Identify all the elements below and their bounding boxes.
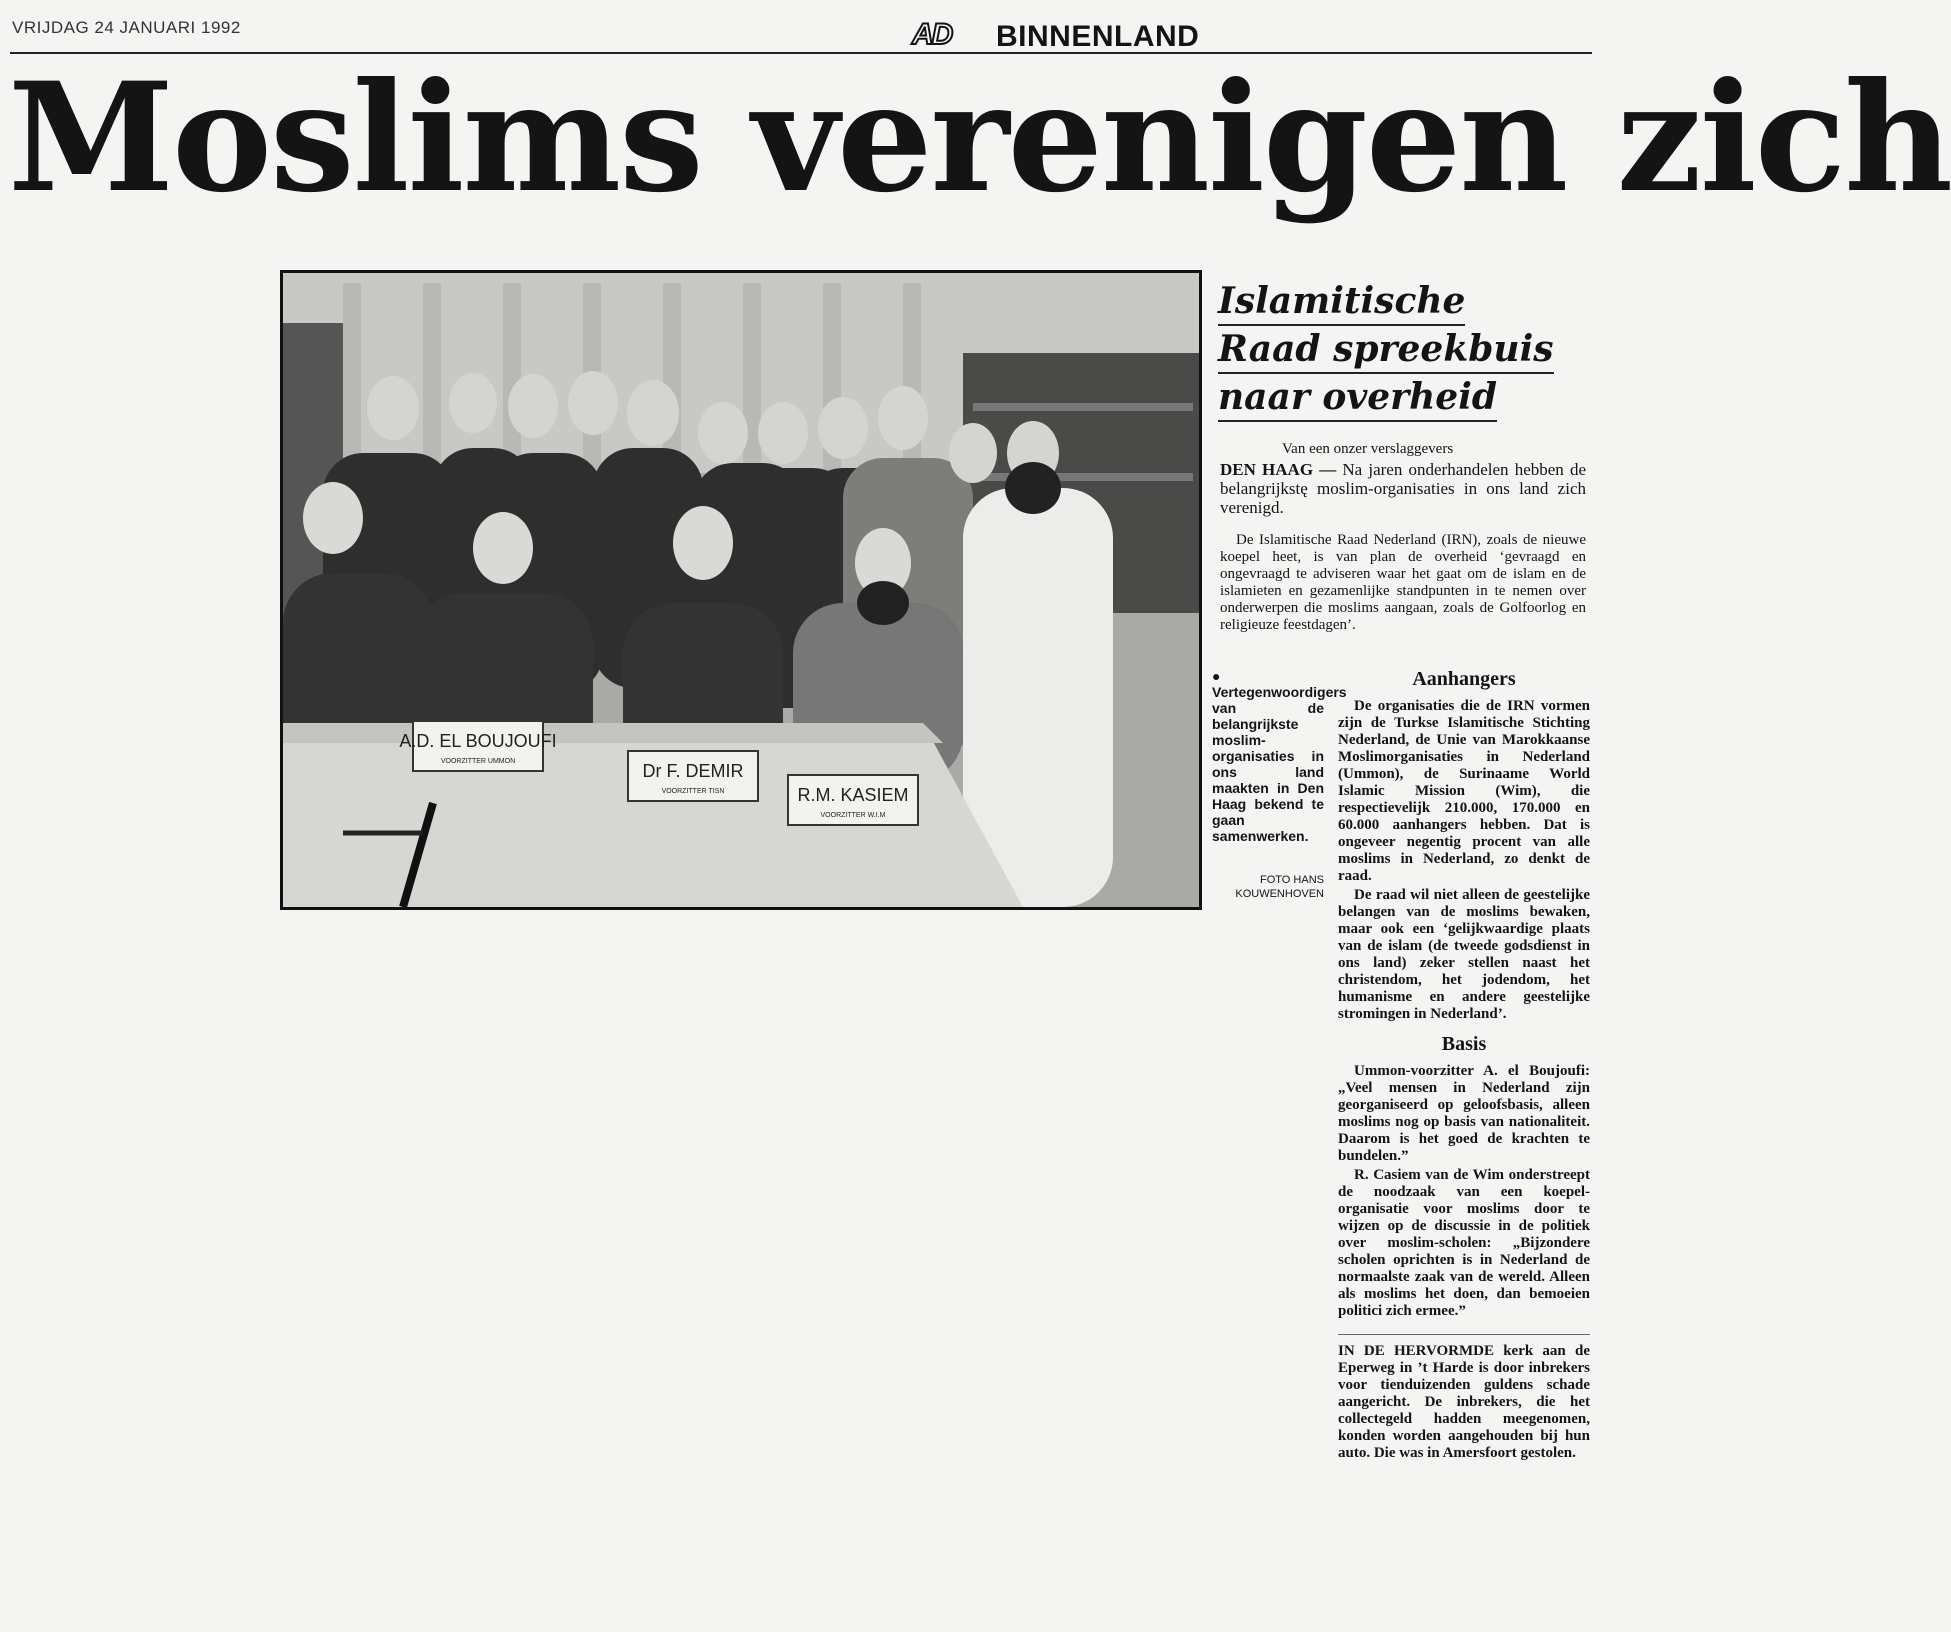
placard-el-boujoufi xyxy=(399,721,556,771)
news-photo xyxy=(280,270,1202,910)
brief-lead-in: IN DE HERVORMDE xyxy=(1338,1343,1494,1359)
newspaper-logo: AD xyxy=(912,18,952,51)
brief-text: kerk aan de Eperweg in ’t Harde is door inbrekers voor tienduizenden guldens schade aangericht. De inbrekers, die het collectegeld hadden meegenomen, konden worden aangehouden bij hun auto. Die was in Amersfoort gestolen. xyxy=(1338,1343,1590,1461)
subheadline xyxy=(1218,278,1598,422)
body-paragraph: De Islamitische Raad Nederland (IRN), zoals de nieuwe koepel heet, is van plan de overheid ‘gevraagd en ongevraagd te adviseren waar het gaat om de islam en de islamieten en gezamenlijke standpunten in te nemen over onderwerpen die moslims aangaan, zoals de Golfoorlog en religieuze feestdagen’. xyxy=(1220,532,1586,633)
placard-role: VOORZITTER W.I.M xyxy=(820,812,886,819)
placard-name: Dr F. DEMIR xyxy=(642,761,744,781)
section-heading: Aanhangers xyxy=(1412,668,1516,690)
placard-kasiem xyxy=(788,775,918,825)
body-paragraph: Ummon-voorzitter A. el Boujoufi: „Veel mensen in Nederland zijn georganiseerd op geloofsbasis, alleen moslims nog op basis van nationaliteit. Daarom is het goed de krachten te bundelen.” xyxy=(1338,1063,1590,1164)
placard-name: R.M. KASIEM xyxy=(797,785,909,805)
article-column xyxy=(1338,668,1590,1462)
subheadline-line: Raad spreekbuis xyxy=(1218,326,1554,374)
headline: Moslims verenigen zich xyxy=(8,50,1951,226)
photo-caption: ● Vertegenwoordigers van de belangrijkste moslim-organisaties in ons land maakten in Den Haag bekend te gaan samenwerken. xyxy=(1212,668,1347,844)
dateline: DEN HAAG — xyxy=(1220,460,1337,479)
body-paragraph: De raad wil niet alleen de geestelijke belangen van de moslims bewaken, maar ook een ‘gelijkwaardige plaats van de islam (de tweede godsdienst in ons land) zeker stellen naast het christendom, het jodendom, het humanisme en andere geestelijke stromingen in Nederland’. xyxy=(1338,887,1590,1022)
lead-paragraph xyxy=(1220,460,1586,517)
byline: Van een onzer verslaggevers xyxy=(1282,441,1454,457)
section-name: BINNENLAND xyxy=(996,20,1200,53)
placard-demir xyxy=(628,751,758,801)
body-paragraph: De organisaties die de IRN vormen zijn de Turkse Islamitische Stichting Nederland, de Unie van Marokkaanse Moslimorganisaties in Nederland (Ummon), de Surinaame World Islamic Mission (Wim), die respectievelijk 210.000, 170.000 en 60.000 aanhangers hebben. Dat is ongeveer negentig procent van alle moslims in Nederland, zo denkt de raad. xyxy=(1338,698,1590,884)
masthead-date: VRIJDAG 24 JANUARI 1992 xyxy=(12,18,241,37)
body-paragraph: R. Casiem van de Wim onderstreept de noodzaak van een koepel-organisatie voor moslims door te wijzen op de discussie in de politiek over moslim-scholen: „Bijzondere scholen oprichten is in Nederland de normaalste zaak van de wereld. Alleen als moslims het doen, dan bemoeien politici zich ermee.” xyxy=(1338,1167,1590,1319)
section-heading: Basis xyxy=(1441,1033,1487,1055)
placard-name: A.D. EL BOUJOUFI xyxy=(399,731,557,751)
news-brief xyxy=(1338,1334,1590,1462)
photo-credit: FOTO HANS KOUWENHOVEN xyxy=(1235,874,1324,900)
subheadline-line: naar overheid xyxy=(1218,374,1497,422)
placard-role: VOORZITTER TISN xyxy=(661,788,725,795)
lead-text: Na jaren onderhandelen hebben de belangrijkstę moslim-organisaties in ons land zich verenigd. xyxy=(1220,460,1586,517)
placard-role: VOORZITTER UMMON xyxy=(440,758,516,765)
subheadline-line: Islamitische xyxy=(1218,278,1465,326)
